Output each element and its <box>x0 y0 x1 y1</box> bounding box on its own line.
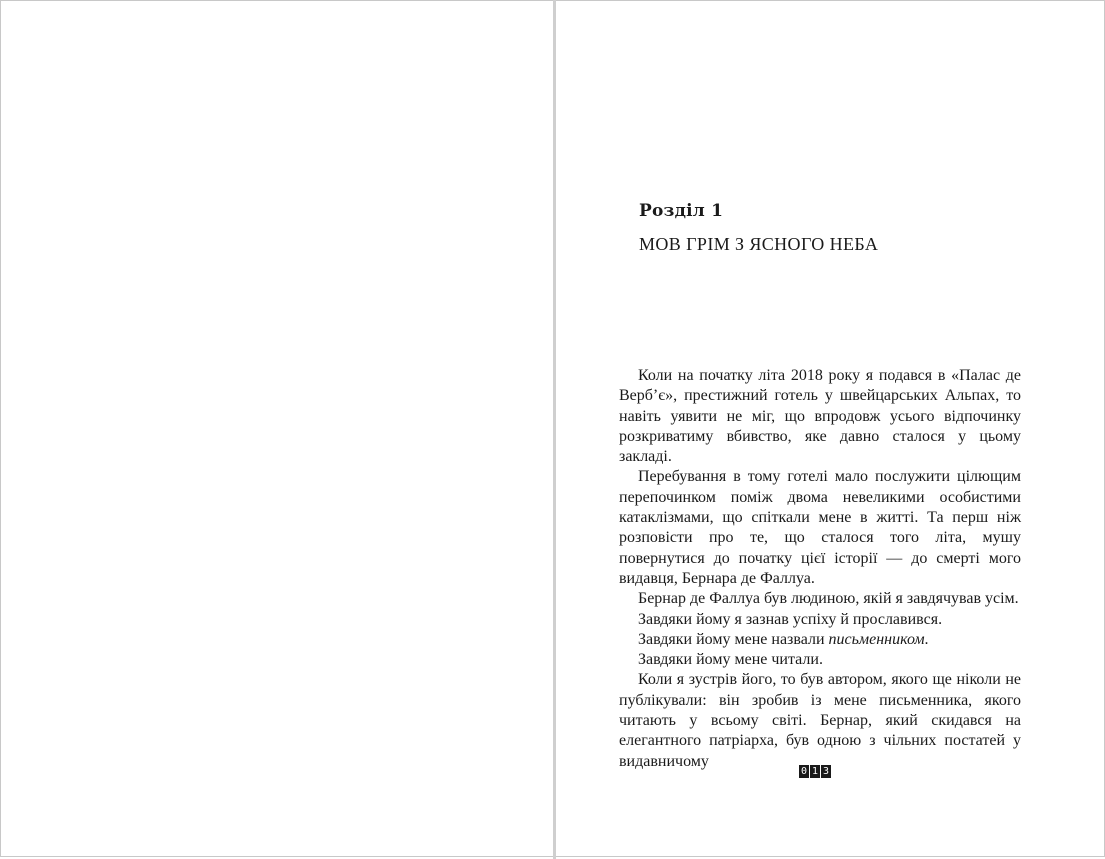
paragraph: Перебування в тому готелі мало послужити цілющим перепочинком поміж двома невеликими особистими катаклізмами, що спіткали мене в житті. Та перш ніж розповісти про те, що сталося того літа, мушу повернутися до початку цієї історії — до смерті мого видавця, Бернара де Фаллуа. <box>619 468 1021 587</box>
chapter-title: МОВ ГРІМ З ЯСНОГО НЕБА <box>639 234 879 254</box>
paragraph-text: Завдяки йому мене назвали <box>638 630 829 648</box>
paragraph: Завдяки йому мене читали. <box>638 651 823 669</box>
page-number-digit: 1 <box>811 766 819 777</box>
italic-word: письменником <box>828 630 925 648</box>
page-number-digit: 0 <box>800 766 808 777</box>
page-number <box>799 765 831 778</box>
left-page-blank <box>0 0 553 857</box>
body-text <box>619 366 1021 772</box>
paragraph: Коли я зустрів його, то був автором, якого ще ніколи не публікували: він зробив із мене письменника, якого читають у всьому світі. Бернар, який скидався на елегантного патріарха, був одною з чільних постатей у видавничому <box>619 671 1021 770</box>
paragraph: Завдяки йому я зазнав успіху й прославився. <box>638 610 943 628</box>
page-number-digit: 3 <box>822 766 830 777</box>
paragraph: Бернар де Фаллуа був людиною, якій я завдячував усім. <box>638 590 1019 608</box>
right-page <box>556 0 1105 857</box>
chapter-heading: Розділ 1 <box>639 201 724 221</box>
paragraph <box>619 630 1021 650</box>
paragraph-text: . <box>924 630 929 648</box>
paragraph: Коли на початку літа 2018 року я подався в «Палас де Верб’є», престижний готель у швейцарських Альпах, то навіть уявити не міг, що впродовж усього відпочинку розкриватиму вбивство, яке давно сталося у цьому закладі. <box>619 367 1021 466</box>
